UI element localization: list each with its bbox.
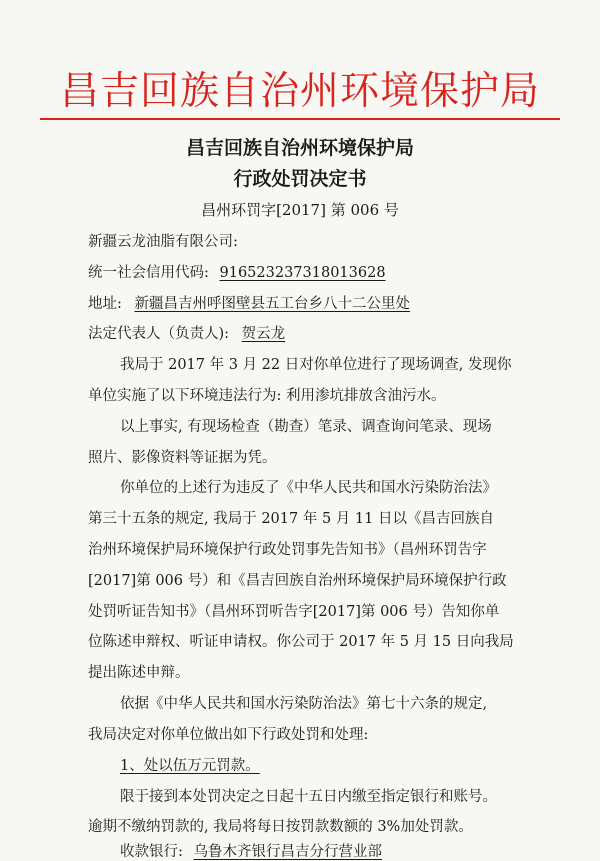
legal-rep-value: 贺云龙 — [241, 326, 286, 342]
address-value: 新疆昌吉州呼图壁县五工台乡八十二公里处 — [134, 296, 410, 312]
paragraph-line: 提出陈述申辩。 — [88, 665, 190, 681]
paragraph-line: 治州环境保护局环境保护行政处罚事先告知书》（昌州环罚告字 — [88, 542, 487, 558]
penalty-item: 1、处以伍万元罚款。 — [120, 758, 260, 774]
paragraph-line: 以上事实, 有现场检查（勘查）笔录、调查询问笔录、现场 — [120, 419, 492, 435]
credit-code-value: 916523237318013628 — [219, 265, 386, 281]
paragraph-line: 第三十五条的规定, 我局于 2017 年 5 月 11 日以《昌吉回族自 — [88, 511, 494, 527]
address-label: 地址: — [88, 296, 122, 312]
paragraph-line: 单位实施了以下环境违法行为: 利用渗坑排放含油污水。 — [88, 388, 446, 404]
doc-title-agency: 昌吉回族自治州环境保护局 — [185, 137, 414, 159]
bank-row — [120, 840, 382, 861]
address-row — [88, 292, 410, 313]
bank-label: 收款银行: — [120, 844, 183, 860]
credit-code-row — [88, 261, 386, 282]
paragraph-line: 逾期不缴纳罚款的, 我局将每日按罚款数额的 3%加处罚款。 — [88, 819, 473, 835]
paragraph-line: 我局决定对你单位做出如下行政处罚和处理: — [88, 727, 369, 743]
legal-rep-row — [88, 322, 285, 343]
paragraph-line: 依据《中华人民共和国水污染防治法》第七十六条的规定, — [120, 696, 488, 712]
paragraph-line: [2017]第 006 号）和《昌吉回族自治州环境保护局环境保护行政 — [88, 573, 507, 589]
letterhead: 昌吉回族自治州环境保护局 — [59, 69, 540, 114]
paragraph-line: 我局于 2017 年 3 月 22 日对你单位进行了现场调查, 发现你 — [120, 357, 512, 373]
credit-code-label: 统一社会信用代码: — [88, 265, 209, 281]
doc-title: 行政处罚决定书 — [233, 168, 367, 190]
legal-rep-label: 法定代表人（负责人): — [88, 326, 230, 342]
recipient: 新疆云龙油脂有限公司: — [88, 234, 238, 250]
bank-value: 乌鲁木齐银行昌吉分行营业部 — [193, 844, 382, 860]
paragraph-line: 位陈述申辩权、听证申请权。你公司于 2017 年 5 月 15 日向我局 — [88, 634, 514, 650]
paragraph-line: 处罚听证告知书》（昌州环罚听告字[2017]第 006 号）告知你单 — [88, 604, 500, 620]
paragraph-line: 照片、影像资料等证据为凭。 — [88, 450, 277, 466]
letterhead-rule — [40, 118, 560, 120]
doc-number: 昌州环罚字[2017] 第 006 号 — [201, 201, 399, 219]
paragraph-line: 你单位的上述行为违反了《中华人民共和国水污染防治法》 — [120, 480, 497, 496]
paragraph-line: 限于接到本处罚决定之日起十五日内缴至指定银行和账号。 — [120, 789, 497, 805]
